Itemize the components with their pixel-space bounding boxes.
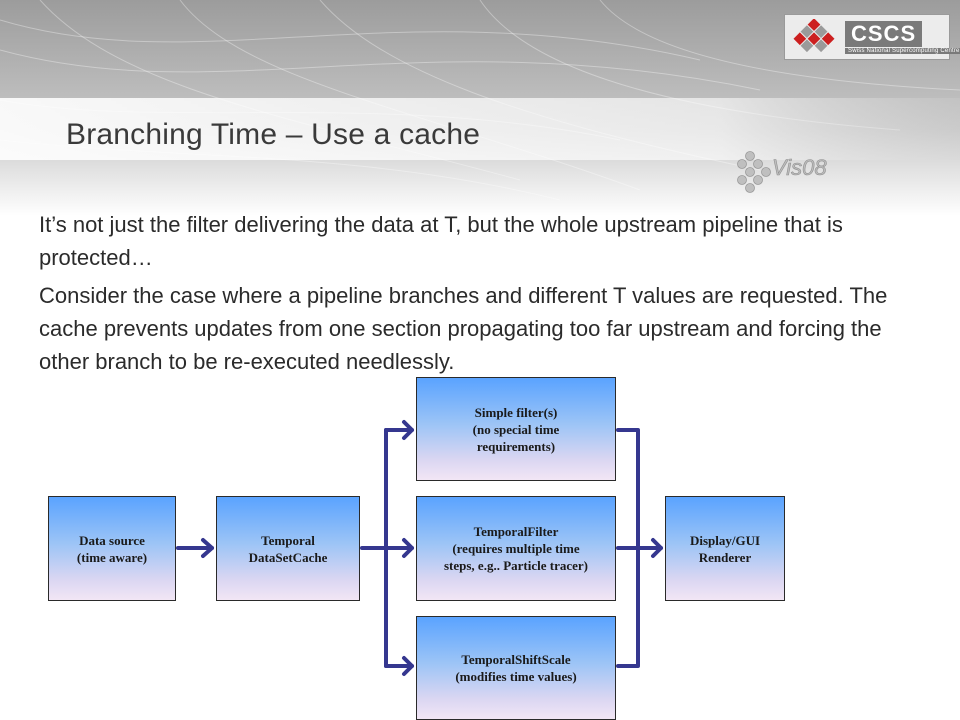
vis08-logo-text: Vis08	[772, 155, 827, 180]
cscs-logo	[784, 14, 960, 60]
node-temporal-cache-label: Temporal DataSetCache	[248, 532, 328, 565]
node-data-source-label: Data source (time aware)	[76, 532, 148, 565]
node-display-label: Display/GUI Renderer	[689, 532, 761, 565]
node-temporal-filter	[416, 496, 616, 601]
node-simple-filter	[416, 377, 616, 481]
slide-title: Branching Time – Use a cache	[66, 118, 481, 151]
paragraph-2: Consider the case where a pipeline branches and different T values are requested. The cache prevents updates from one section propagating too far upstream and forcing the other branch to be re-executed needlessly.	[39, 283, 888, 374]
node-temporal-shift	[416, 616, 616, 720]
node-temporal-shift-label: TemporalShiftScale (modifies time values)	[455, 652, 577, 684]
node-data-source	[48, 496, 176, 601]
node-temporal-filter-label: TemporalFilter (requires multiple time steps, e.g.. Particle tracer)	[443, 524, 588, 573]
vis08-logo	[736, 148, 886, 194]
cscs-logo-subtitle: Swiss National Supercomputing Centre	[845, 48, 960, 54]
node-temporal-cache	[216, 496, 360, 601]
node-display	[665, 496, 785, 601]
paragraph-1: It’s not just the filter delivering the data at T, but the whole upstream pipeline that is protected…	[39, 212, 843, 270]
cscs-logo-text: CSCS	[845, 21, 922, 47]
cscs-mark-icon	[789, 19, 839, 57]
node-simple-filter-label: Simple filter(s) (no special time requirements)	[472, 404, 560, 454]
